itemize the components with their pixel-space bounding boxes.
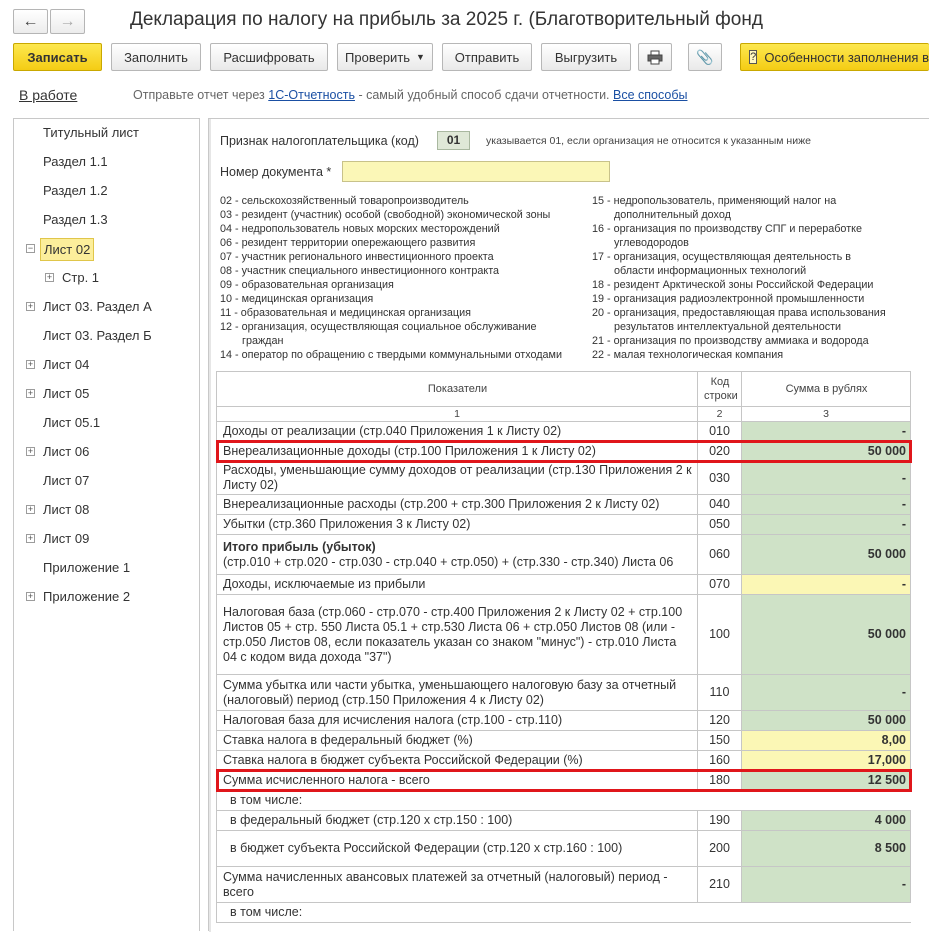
row-code: 190	[698, 811, 742, 831]
row-value[interactable]: -	[742, 495, 911, 515]
table-row	[217, 751, 911, 771]
row-name	[217, 831, 698, 867]
table-row	[217, 535, 911, 575]
code-list-line: 08 - участник специального инвестиционного контракта	[220, 265, 500, 277]
code-list-line: результатов интеллектуальной деятельности	[614, 321, 842, 333]
code-list-line: 21 - организация по производству аммиака и водорода	[592, 335, 869, 347]
row-name-text: Налоговая база для исчисления налога (стр.100 - стр.110)	[223, 713, 563, 727]
row-code: 110	[698, 675, 742, 711]
tree-item-label: Лист 09	[43, 531, 90, 546]
collapse-icon[interactable]: −	[27, 243, 34, 253]
row-code: 010	[698, 422, 742, 442]
tree-item[interactable]	[14, 468, 199, 494]
tree-item-label: Лист 07	[43, 473, 90, 488]
header-name: Показатели	[217, 372, 698, 407]
row-subheader: в том числе:	[217, 791, 911, 811]
export-button[interactable]: Выгрузить	[541, 43, 631, 71]
status-msg-prefix: Отправьте отчет через	[133, 88, 265, 102]
tree-item-label: Титульный лист	[43, 125, 140, 140]
all-methods-link[interactable]: Все способы	[613, 88, 688, 102]
status-message	[133, 88, 688, 102]
row-code: 050	[698, 515, 742, 535]
expand-icon[interactable]: +	[27, 359, 34, 369]
tree-item[interactable]	[14, 120, 199, 146]
table-colnum-row	[217, 407, 911, 422]
check-button[interactable]	[337, 43, 433, 71]
code-list-line: дополнительный доход	[614, 209, 731, 221]
row-name-text: Ставка налога в бюджет субъекта Российской Федерации (%)	[223, 753, 583, 767]
taxpayer-code-label: Признак налогоплательщика (код)	[220, 134, 419, 148]
code-list-line: 17 - организация, осуществляющая деятельность в	[592, 251, 851, 263]
row-name-text: Внереализационные расходы (стр.200 + стр.300 Приложения 2 к Листу 02)	[223, 497, 660, 511]
row-name	[217, 422, 698, 442]
expand-icon[interactable]: +	[27, 504, 34, 514]
tree-item[interactable]	[14, 526, 199, 552]
caret-down-icon: ▼	[416, 52, 425, 62]
row-name-text: Доходы от реализации (стр.040 Приложения 1 к Листу 02)	[223, 424, 562, 438]
row-name	[217, 771, 698, 791]
paperclip-icon: 📎	[696, 48, 714, 65]
tree-item-label: Стр. 1	[62, 270, 100, 285]
code-list-line: 04 - недропользователь новых морских месторождений	[220, 223, 500, 235]
splitter[interactable]	[209, 119, 211, 932]
code-list-line: 20 - организация, предоставляющая права использования	[592, 307, 886, 319]
row-name	[217, 811, 698, 831]
print-button[interactable]	[638, 43, 672, 71]
back-button[interactable]	[13, 9, 48, 34]
tree-item-label: Лист 03. Раздел А	[43, 299, 152, 314]
table-row	[217, 731, 911, 751]
row-code: 030	[698, 462, 742, 495]
row-name-text: (стр.010 + стр.020 - стр.030 - стр.040 + стр.050) + (стр.330 - стр.340) Листа 06	[223, 554, 674, 569]
row-name	[217, 595, 698, 675]
tree-item[interactable]	[14, 207, 199, 233]
code-list-line: 06 - резидент территории опережающего развития	[220, 237, 476, 249]
row-name	[217, 575, 698, 595]
form-panel	[208, 118, 929, 931]
header-code: Код строки	[698, 372, 742, 407]
row-value[interactable]: 50 000	[742, 535, 911, 575]
row-name-text: в федеральный бюджет (стр.120 х стр.150 : 100)	[230, 813, 513, 827]
table-row	[217, 422, 911, 442]
row-value[interactable]: 17,000	[742, 751, 911, 771]
row-code: 210	[698, 867, 742, 903]
table-row	[217, 811, 911, 831]
row-subheader: в том числе:	[217, 903, 911, 923]
code-list-line: 22 - малая технологическая компания	[592, 349, 784, 361]
code-list-line: 19 - организация радиоэлектронной промышленности	[592, 293, 865, 305]
row-name-text: Сумма убытка или части убытка, уменьшающего налоговую базу за отчетный (налоговый) период (стр.150 Приложения 4 к Листу 02)	[223, 677, 677, 707]
code-list-line: области информационных технологий	[614, 265, 807, 277]
code-list-line: углеводородов	[614, 237, 689, 249]
tree-item[interactable]	[14, 149, 199, 175]
printer-icon	[647, 50, 663, 65]
row-name-text: Ставка налога в федеральный бюджет (%)	[223, 733, 473, 747]
row-name	[217, 867, 698, 903]
row-name	[217, 442, 698, 462]
expand-icon[interactable]: +	[27, 591, 34, 601]
status-state-link[interactable]: В работе	[19, 87, 78, 103]
row-name-text: Внереализационные доходы (стр.100 Приложения 1 к Листу 02)	[223, 444, 596, 458]
code-list-line: 09 - образовательная организация	[220, 279, 394, 291]
fill-button[interactable]: Заполнить	[111, 43, 201, 71]
row-code: 100	[698, 595, 742, 675]
expand-icon[interactable]: +	[27, 388, 34, 398]
row-value[interactable]: -	[742, 462, 911, 495]
window-title: Декларация по налогу на прибыль за 2025 г. (Благотворительный фонд	[130, 9, 763, 30]
row-value[interactable]: -	[742, 867, 911, 903]
row-code: 120	[698, 711, 742, 731]
row-code: 020	[698, 442, 742, 462]
row-name	[217, 751, 698, 771]
row-code: 060	[698, 535, 742, 575]
codes-list-left	[220, 194, 562, 362]
taxpayer-code-field[interactable]: 01	[437, 131, 470, 150]
code-list-line: 16 - организация по производству СПГ и переработке	[592, 223, 862, 235]
tree-item[interactable]	[14, 381, 199, 407]
help-button-label: Особенности заполнения в	[764, 49, 929, 65]
row-value[interactable]: 12 500	[742, 771, 911, 791]
tree-item-label: Приложение 2	[43, 589, 131, 604]
tree-item-label: Лист 06	[43, 444, 90, 459]
row-code: 070	[698, 575, 742, 595]
row-code: 200	[698, 831, 742, 867]
row-name	[217, 515, 698, 535]
status-bar	[0, 84, 929, 108]
row-name-text: Доходы, исключаемые из прибыли	[223, 577, 426, 591]
code-list-line: 14 - оператор по обращению с твердыми коммунальными отходами	[220, 349, 563, 361]
table-row	[217, 515, 911, 535]
code-list-line: 15 - недропользователь, применяющий налог на	[592, 195, 837, 207]
tree-item-label: Лист 08	[43, 502, 90, 517]
row-name-text: в бюджет субъекта Российской Федерации (стр.120 х стр.160 : 100)	[230, 841, 623, 855]
tree-item-label: Лист 03. Раздел Б	[43, 328, 152, 343]
row-name-text: Расходы, уменьшающие сумму доходов от реализации (стр.130 Приложения 2 к Листу 02)	[223, 463, 692, 492]
row-value[interactable]: -	[742, 675, 911, 711]
document-number-label: Номер документа *	[220, 165, 332, 179]
table-header-row	[217, 372, 911, 407]
row-code: 040	[698, 495, 742, 515]
row-name	[217, 675, 698, 711]
table-row	[217, 575, 911, 595]
table-row	[217, 867, 911, 903]
row-name	[217, 711, 698, 731]
colnum-2: 2	[698, 407, 742, 422]
row-value[interactable]: 8,00	[742, 731, 911, 751]
tree-item[interactable]	[14, 352, 199, 378]
row-code: 180	[698, 771, 742, 791]
code-list-line: 10 - медицинская организация	[220, 293, 374, 305]
tree-item[interactable]	[14, 497, 199, 523]
tree-item[interactable]	[14, 555, 199, 581]
taxpayer-code-hint: указывается 01, если организация не относится к указанным ниже	[486, 135, 811, 147]
colnum-3: 3	[742, 407, 911, 422]
send-button[interactable]: Отправить	[442, 43, 532, 71]
table-row	[217, 711, 911, 731]
code-list-line: 03 - резидент (участник) особой (свободной) экономической зоны	[220, 209, 551, 221]
attach-button[interactable]	[688, 43, 722, 71]
row-code: 150	[698, 731, 742, 751]
sections-tree	[13, 118, 200, 931]
expand-icon[interactable]: +	[46, 272, 53, 282]
row-name	[217, 535, 698, 575]
row-value[interactable]: -	[742, 515, 911, 535]
1c-reporting-link[interactable]: 1С-Отчетность	[268, 88, 355, 102]
indicators-table	[216, 371, 911, 923]
tree-item[interactable]	[14, 410, 199, 436]
row-value[interactable]: 4 000	[742, 811, 911, 831]
tree-item[interactable]	[14, 178, 199, 204]
codes-list-right	[592, 194, 886, 362]
table-row	[217, 791, 911, 811]
table-row	[217, 675, 911, 711]
tree-item[interactable]	[14, 439, 199, 465]
help-button[interactable]	[740, 43, 929, 71]
arrow-left-icon: ←	[22, 12, 39, 30]
tree-item-label: Лист 05.1	[43, 415, 101, 430]
row-name-text: Сумма начисленных авансовых платежей за отчетный (налоговый) период - всего	[223, 869, 668, 899]
table-row	[217, 462, 911, 495]
check-button-label: Проверить	[345, 49, 411, 65]
row-value[interactable]: 50 000	[742, 711, 911, 731]
tree-item-label: Раздел 1.1	[43, 154, 108, 169]
row-name	[217, 731, 698, 751]
row-code: 160	[698, 751, 742, 771]
header-sum: Сумма в рублях	[742, 372, 911, 407]
decode-button[interactable]: Расшифровать	[210, 43, 328, 71]
status-msg-suffix: - самый удобный способ сдачи отчетности.	[358, 88, 610, 102]
tree-item-label: Лист 02	[40, 238, 94, 261]
code-list-line: 07 - участник регионального инвестиционного проекта	[220, 251, 494, 263]
expand-icon[interactable]: +	[27, 446, 34, 456]
row-name	[217, 462, 698, 495]
table-row	[217, 771, 911, 791]
expand-icon[interactable]: +	[27, 533, 34, 543]
tree-item[interactable]	[14, 265, 199, 291]
tree-item-label: Лист 05	[43, 386, 90, 401]
row-name-bold: Итого прибыль (убыток)	[223, 539, 376, 554]
tree-item-label: Лист 04	[43, 357, 90, 372]
row-name-text: Сумма исчисленного налога - всего	[223, 773, 430, 787]
row-name-text: Убытки (стр.360 Приложения 3 к Листу 02)	[223, 517, 471, 531]
tree-item-label: Раздел 1.2	[43, 183, 108, 198]
code-list-line: граждан	[242, 335, 284, 347]
tree-item[interactable]	[14, 294, 199, 320]
question-icon: ?	[750, 51, 757, 63]
table-row	[217, 831, 911, 867]
document-number-input[interactable]	[342, 161, 610, 182]
tree-item-label: Приложение 1	[43, 560, 131, 575]
tree-item[interactable]	[14, 323, 199, 349]
table-row	[217, 903, 911, 923]
row-value[interactable]: -	[742, 422, 911, 442]
table-row	[217, 595, 911, 675]
row-value[interactable]: 50 000	[742, 595, 911, 675]
expand-icon[interactable]: +	[27, 301, 34, 311]
row-name	[217, 495, 698, 515]
tree-item[interactable]	[14, 236, 199, 262]
row-value[interactable]: 8 500	[742, 831, 911, 867]
colnum-1: 1	[217, 407, 698, 422]
row-value[interactable]: 50 000	[742, 442, 911, 462]
tree-item[interactable]	[14, 584, 199, 610]
table-row	[217, 442, 911, 462]
code-list-line: 11 - образовательная и медицинская организация	[220, 307, 471, 319]
arrow-right-icon: →	[59, 12, 76, 30]
code-list-line: 18 - резидент Арктической зоны Российской Федерации	[592, 279, 874, 291]
code-list-line: 02 - сельскохозяйственный товаропроизводитель	[220, 195, 469, 207]
save-button[interactable]: Записать	[13, 43, 102, 71]
table-row	[217, 495, 911, 515]
tree-item-label: Раздел 1.3	[43, 212, 108, 227]
row-value[interactable]: -	[742, 575, 911, 595]
forward-button[interactable]	[50, 9, 85, 34]
row-name-text: Налоговая база (стр.060 - стр.070 - стр.400 Приложения 2 к Листу 02 + стр.100 Листов 05 + стр. 550 Листа 05.1 + стр.530 Листа 06 + стр.050 Листов 08 (или - стр.050 Листов 08, если показатель указан со знаком "минус") - стр.010 Листа 04 с кодом вида дохода "37")	[223, 604, 683, 664]
code-list-line: 12 - организация, осуществляющая социальное обслуживание	[220, 321, 537, 333]
